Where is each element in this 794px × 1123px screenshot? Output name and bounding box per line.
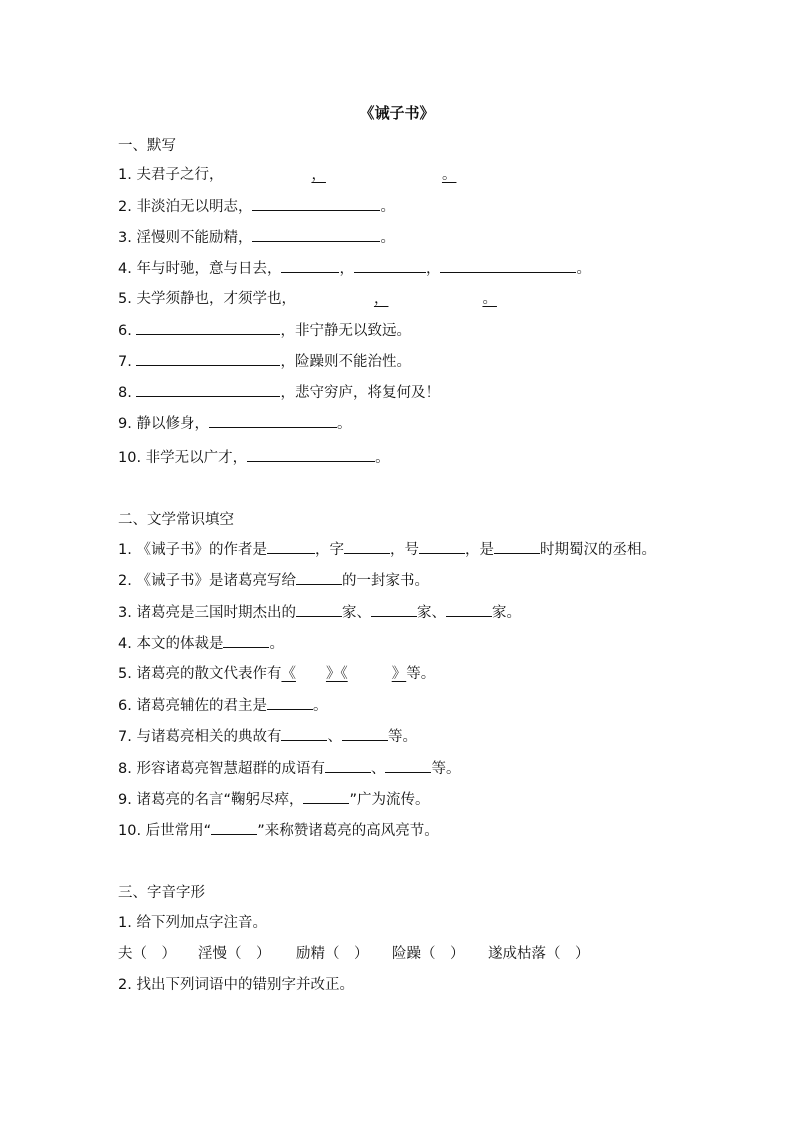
answer-blank[interactable] <box>136 319 280 335</box>
s1-q9: 9. 静以修身， 。 <box>118 412 351 434</box>
s2-q3: 3. 诸葛亮是三国时期杰出的 家、 家、 家。 <box>118 601 521 623</box>
pinyin-item: 淫慢（ ） <box>198 946 271 962</box>
section3-heading: 三、字音字形 <box>118 885 205 901</box>
page-title: 《诫子书》 <box>359 104 435 122</box>
answer-blank[interactable] <box>252 195 380 211</box>
s2-q4: 4. 本文的体裁是 。 <box>118 632 284 654</box>
s2-q9: 9. 诸葛亮的名言“鞠躬尽瘁， ”广为流传。 <box>118 788 429 810</box>
pinyin-item: 险躁（ ） <box>392 946 465 962</box>
answer-blank[interactable] <box>252 226 380 242</box>
answer-blank[interactable] <box>303 788 349 804</box>
answer-blank[interactable] <box>371 601 417 617</box>
s2-q8: 8. 形容诸葛亮智慧超群的成语有 、 等。 <box>118 757 460 779</box>
answer-blank[interactable] <box>419 538 465 554</box>
answer-blank[interactable] <box>267 694 313 710</box>
answer-blank[interactable] <box>223 632 269 648</box>
s2-q6: 6. 诸葛亮辅佐的君主是 。 <box>118 694 327 716</box>
s1-q3: 3. 淫慢则不能励精， 。 <box>118 226 395 248</box>
s2-q1: 1. 《诫子书》的作者是 ，字 ，号 ，是 时期蜀汉的丞相。 <box>118 538 656 560</box>
s3-q2: 2. 找出下列词语中的错别字并改正。 <box>118 977 354 993</box>
pinyin-item: 遂成枯落（ ） <box>488 946 590 962</box>
s1-q10: 10. 非学无以广才， 。 <box>118 446 390 468</box>
s2-q5: 5. 诸葛亮的散文代表作有《 》《 》等。 <box>118 666 436 682</box>
answer-blank[interactable] <box>136 350 280 366</box>
answer-blank[interactable] <box>344 538 390 554</box>
answer-blank[interactable] <box>325 757 371 773</box>
s1-q4: 4. 年与时驰，意与日去， ， ， 。 <box>118 257 591 279</box>
s1-q1: 1. 夫君子之行， ， 。 <box>118 167 457 183</box>
answer-blank[interactable] <box>494 538 540 554</box>
answer-blank[interactable] <box>296 601 342 617</box>
answer-blank[interactable] <box>440 257 576 273</box>
answer-blank[interactable] <box>211 819 257 835</box>
section2-heading: 二、文学常识填空 <box>118 512 234 528</box>
pinyin-item: 夫（ ） <box>118 946 176 962</box>
s1-q7: 7. ，险躁则不能治性。 <box>118 350 411 372</box>
answer-blank[interactable] <box>281 257 339 273</box>
answer-blank[interactable] <box>446 601 492 617</box>
answer-blank[interactable] <box>209 412 337 428</box>
s1-q5: 5. 夫学须静也，才须学也， ， 。 <box>118 291 497 307</box>
s2-q7: 7. 与诸葛亮相关的典故有 、 等。 <box>118 725 417 747</box>
answer-blank[interactable] <box>281 725 327 741</box>
s1-q6: 6. ，非宁静无以致远。 <box>118 319 411 341</box>
s2-q2: 2. 《诫子书》是诸葛亮写给 的一封家书。 <box>118 569 429 591</box>
s1-q2: 2. 非淡泊无以明志， 。 <box>118 195 395 217</box>
answer-blank[interactable] <box>354 257 426 273</box>
answer-blank[interactable] <box>247 446 375 462</box>
s2-q10: 10. 后世常用“ ”来称赞诸葛亮的高风亮节。 <box>118 819 439 841</box>
answer-blank[interactable] <box>296 569 342 585</box>
answer-blank[interactable] <box>385 757 431 773</box>
pinyin-item: 励精（ ） <box>296 946 369 962</box>
pinyin-row <box>118 943 590 965</box>
section1-heading: 一、默写 <box>118 138 176 154</box>
answer-blank[interactable] <box>267 538 315 554</box>
s1-q8: 8. ，悲守穷庐，将复何及！ <box>118 381 440 403</box>
s3-q1: 1. 给下列加点字注音。 <box>118 915 267 931</box>
answer-blank[interactable] <box>136 381 280 397</box>
answer-blank[interactable] <box>342 725 388 741</box>
